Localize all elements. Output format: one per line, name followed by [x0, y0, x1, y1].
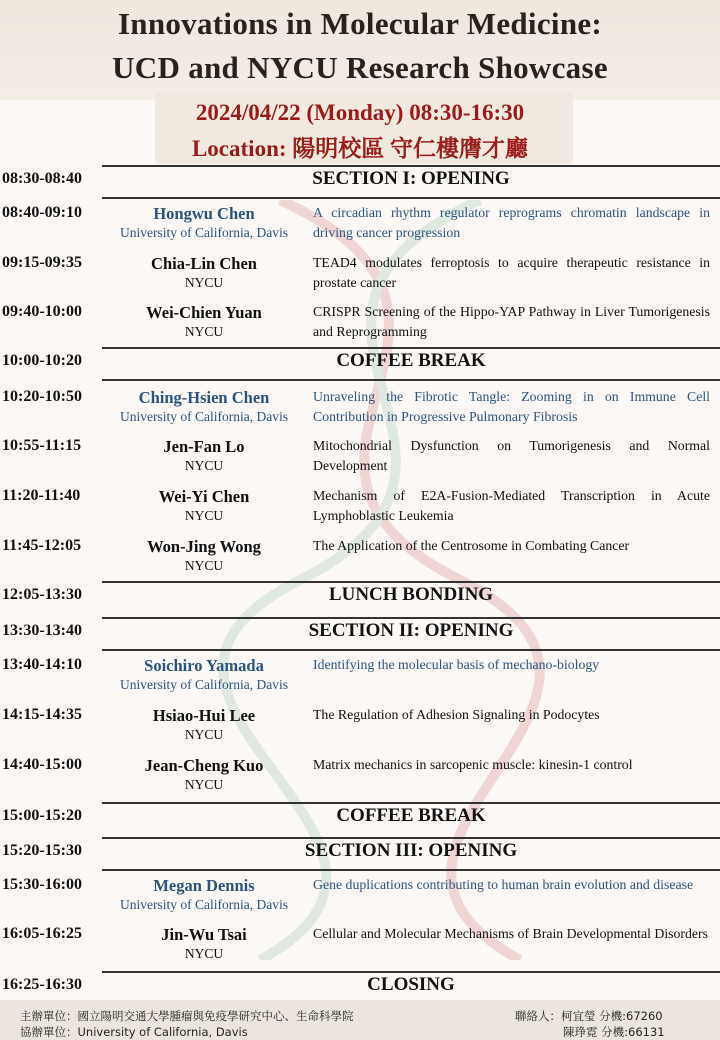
talk-title: TEAD4 modulates ferroptosis to acquire therapeutic resistance in prostate cancer — [313, 255, 710, 290]
speaker-name: Jean-Cheng Kuo — [144, 756, 264, 775]
time-slot: 15:30-16:00 — [2, 876, 82, 893]
section-divider — [102, 869, 720, 871]
footer-contact-2: 陳琤霓 分機:66131 — [563, 1025, 665, 1039]
talk-title: Mitochondrial Dysfunction on Tumorigenesis and Normal Development — [313, 438, 710, 473]
page-title-line1: Innovations in Molecular Medicine: — [117, 6, 603, 41]
speaker-name: Wei-Chien Yuan — [146, 303, 262, 322]
talk-title: Identifying the molecular basis of mechano-biology — [313, 657, 600, 672]
speaker — [104, 537, 304, 574]
section-divider — [102, 197, 720, 199]
footer — [0, 1000, 720, 1040]
time-slot: 16:25-16:30 — [2, 976, 82, 993]
speaker — [104, 706, 304, 743]
time-slot: 11:45-12:05 — [2, 537, 82, 554]
speaker-name: Megan Dennis — [153, 876, 255, 895]
speaker — [104, 487, 304, 524]
talk-title: A circadian rhythm regulator reprograms chromatin landscape in driving cancer progression — [313, 205, 710, 240]
talk-title: Gene duplications contributing to human brain evolution and disease — [313, 877, 694, 892]
speaker — [104, 254, 304, 291]
time-slot: 11:20-11:40 — [2, 487, 81, 504]
speaker-name: Hsiao-Hui Lee — [152, 706, 256, 725]
time-slot: 10:00-10:20 — [2, 352, 82, 369]
speaker-affiliation: NYCU — [184, 275, 224, 290]
speaker-affiliation: University of California, Davis — [120, 225, 288, 240]
time-slot: 15:00-15:20 — [2, 807, 82, 824]
section-heading: SECTION II: OPENING — [308, 620, 514, 641]
section-heading: LUNCH BONDING — [328, 584, 494, 605]
speaker-affiliation: University of California, Davis — [120, 897, 288, 912]
time-slot: 14:15-14:35 — [2, 706, 82, 723]
event-date: 2024/04/22 (Monday) 08:30-16:30 — [195, 100, 525, 125]
speaker — [104, 756, 304, 793]
talk-title: Cellular and Molecular Mechanisms of Brain Developmental Disorders — [313, 926, 709, 941]
time-slot: 13:30-13:40 — [2, 622, 82, 639]
time-slot: 15:20-15:30 — [2, 842, 82, 859]
speaker-name: Won-Jing Wong — [147, 537, 261, 556]
footer-co-organizer: 協辦單位：University of California, Davis — [20, 1025, 248, 1039]
speaker — [104, 388, 304, 425]
speaker-affiliation: NYCU — [184, 558, 224, 573]
speaker-affiliation: University of California, Davis — [120, 677, 288, 692]
speaker-affiliation: NYCU — [184, 727, 224, 742]
time-slot: 12:05-13:30 — [2, 586, 82, 603]
section-heading: COFFEE BREAK — [336, 350, 486, 371]
speaker — [104, 925, 304, 962]
footer-organizer: 主辦單位：國立陽明交通大學腫瘤與免疫學研究中心、生命科學院 — [20, 1009, 354, 1023]
talk-title: Mechanism of E2A-Fusion-Mediated Transcription in Acute Lymphoblastic Leukemia — [313, 488, 710, 523]
speaker-affiliation: NYCU — [184, 777, 224, 792]
section-heading: COFFEE BREAK — [336, 805, 486, 826]
speaker-affiliation: University of California, Davis — [120, 409, 288, 424]
section-divider — [102, 617, 720, 619]
speaker-name: Wei-Yi Chen — [158, 487, 250, 506]
speaker — [104, 656, 304, 693]
page-title-line2: UCD and NYCU Research Showcase — [112, 50, 608, 85]
section-divider — [102, 802, 720, 804]
speaker-affiliation: NYCU — [184, 458, 224, 473]
talk-title: Matrix mechanics in sarcopenic muscle: kinesin-1 control — [313, 757, 633, 772]
speaker-name: Hongwu Chen — [153, 204, 255, 223]
section-divider — [102, 971, 720, 973]
section-heading: SECTION I: OPENING — [312, 168, 510, 189]
time-slot: 16:05-16:25 — [2, 925, 82, 942]
section-divider — [102, 837, 720, 839]
time-slot: 14:40-15:00 — [2, 756, 82, 773]
section-heading: SECTION III: OPENING — [304, 840, 518, 861]
time-slot: 10:55-11:15 — [2, 437, 82, 454]
time-slot: 08:30-08:40 — [2, 170, 82, 187]
speaker-affiliation: NYCU — [184, 508, 224, 523]
speaker — [104, 303, 304, 340]
section-divider — [102, 165, 720, 167]
speaker-name: Jin-Wu Tsai — [161, 925, 247, 944]
section-divider — [102, 649, 720, 651]
talk-title: CRISPR Screening of the Hippo-YAP Pathway in Liver Tumorigenesis and Reprogramming — [313, 304, 710, 339]
time-slot: 08:40-09:10 — [2, 204, 82, 221]
speaker-affiliation: NYCU — [184, 946, 224, 961]
talk-title: Unraveling the Fibrotic Tangle: Zooming in on Immune Cell Contribution in Progressive Pulmonary Fibrosis — [313, 389, 710, 424]
speaker — [104, 204, 304, 241]
time-slot: 13:40-14:10 — [2, 656, 82, 673]
section-divider — [102, 581, 720, 583]
footer-contact-1: 聯絡人：柯宜瑩 分機:67260 — [515, 1009, 663, 1023]
event-location — [0, 130, 720, 163]
section-heading: CLOSING — [367, 974, 455, 995]
speaker-name: Ching-Hsien Chen — [138, 388, 270, 407]
talk-title: The Application of the Centrosome in Combating Cancer — [313, 538, 630, 553]
speaker — [104, 437, 304, 474]
time-slot: 09:15-09:35 — [2, 254, 82, 271]
time-slot: 09:40-10:00 — [2, 303, 82, 320]
speaker — [104, 876, 304, 913]
speaker-name: Chia-Lin Chen — [151, 254, 257, 273]
speaker-name: Soichiro Yamada — [144, 656, 264, 675]
speaker-affiliation: NYCU — [184, 324, 224, 339]
talk-title: The Regulation of Adhesion Signaling in Podocytes — [313, 707, 600, 722]
time-slot: 10:20-10:50 — [2, 388, 82, 405]
speaker-name: Jen-Fan Lo — [163, 437, 245, 456]
location-label: Location: — [191, 136, 287, 161]
section-divider — [102, 379, 720, 381]
location-value: 陽明校區 守仁樓膺才廳 — [292, 136, 529, 161]
section-divider — [102, 347, 720, 349]
